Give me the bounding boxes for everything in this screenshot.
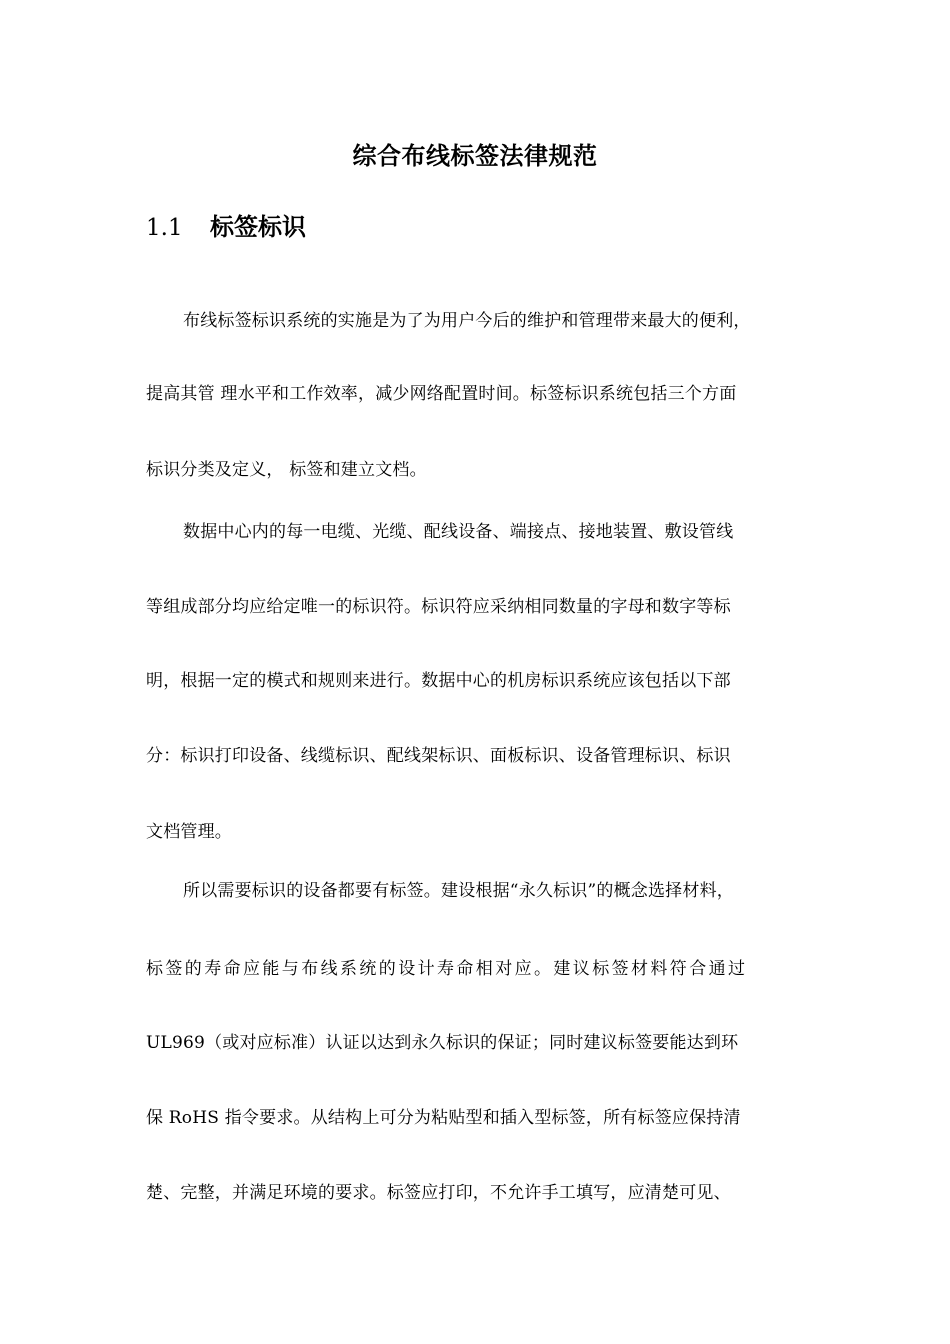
paragraph-line: 明，根据一定的模式和规则来进行。数据中心的机房标识系统应该包括以下部 xyxy=(146,671,731,691)
paragraph-line: UL969（或对应标准）认证以达到永久标识的保证；同时建议标签要能达到环 xyxy=(146,1033,739,1053)
section-number: 1.1 xyxy=(146,215,183,241)
paragraph-line: 布线标签标识系统的实施是为了为用户今后的维护和管理带来最大的便利， xyxy=(183,311,751,331)
document-title: 综合布线标签法律规范 xyxy=(352,141,598,170)
paragraph-line: 提高其管 理水平和工作效率，减少网络配置时间。标签标识系统包括三个方面 xyxy=(146,384,737,404)
paragraph-line: 分：标识打印设备、线缆标识、配线架标识、面板标识、设备管理标识、标识 xyxy=(146,746,731,766)
section-heading xyxy=(146,207,306,242)
paragraph-line: 文档管理。 xyxy=(146,822,232,842)
paragraph-line: 所以需要标识的设备都要有标签。建设根据“永久标识”的概念选择材料， xyxy=(183,881,734,901)
paragraph-line: 标识分类及定义， 标签和建立文档。 xyxy=(146,460,427,480)
paragraph-line: 数据中心内的每一电缆、光缆、配线设备、端接点、接地装置、敷设管线 xyxy=(183,522,734,542)
paragraph-line: 保 RoHS 指令要求。从结构上可分为粘贴型和插入型标签，所有标签应保持清 xyxy=(146,1108,741,1128)
section-title: 标签标识 xyxy=(210,212,306,241)
paragraph-line: 楚、完整，并满足环境的要求。标签应打印，不允许手工填写，应清楚可见、 xyxy=(146,1183,731,1203)
paragraph-line: 等组成部分均应给定唯一的标识符。标识符应采纳相同数量的字母和数字等标 xyxy=(146,597,731,617)
paragraph-line: 标签的寿命应能与布线系统的设计寿命相对应。建议标签材料符合通过 xyxy=(146,959,748,979)
